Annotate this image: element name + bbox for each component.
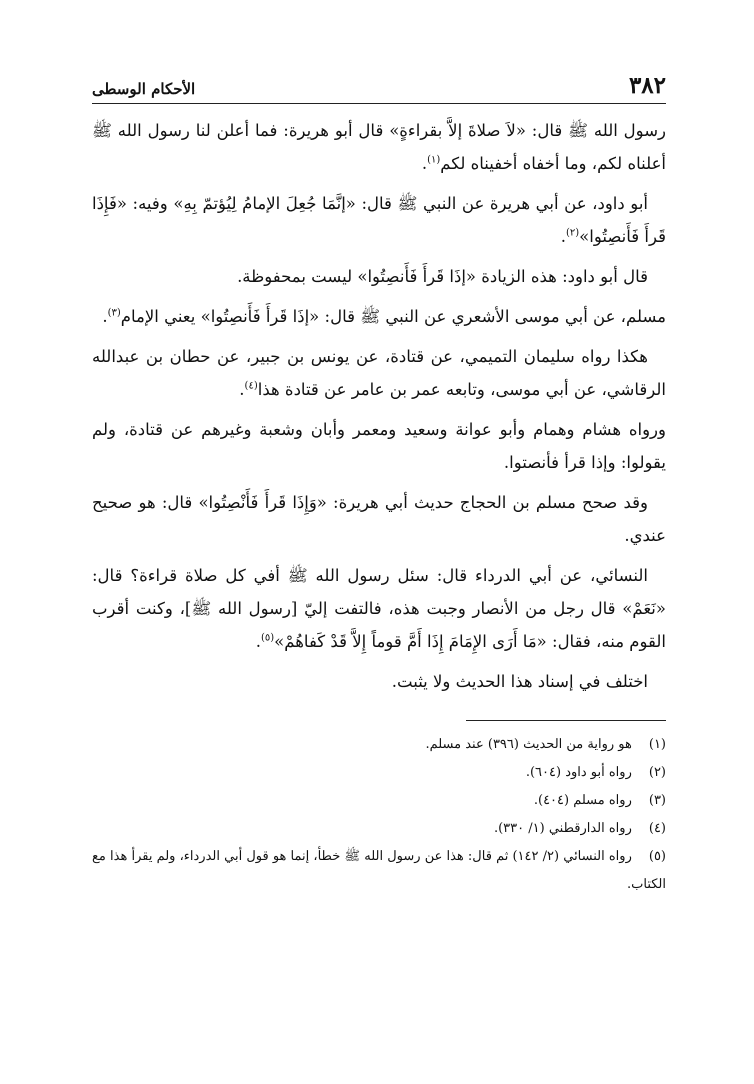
page-number: ٣٨٢ [628,72,666,99]
paragraph [92,559,666,658]
paragraph-end: . [255,632,261,651]
footnote-number: (٢) [648,765,666,780]
paragraph [92,486,666,552]
paragraph-end: . [560,227,566,246]
footnote-text: رواه النسائي (٢/ ١٤٢) ثم قال: هذا عن رسول الله ﷺ خطأ، إنما هو قول أبي الدرداء، ولم يقرأ هذا مع الكتاب. [92,849,666,892]
footnote-text: رواه الدارقطني (١/ ٣٣٠). [493,821,632,836]
book-page [92,74,666,899]
footnote-text: رواه مسلم (٤٠٤). [533,793,632,808]
paragraph-text: رسول الله ﷺ قال: «لاَ صلاةَ إلاَّ بقراءةٍ» قال أبو هريرة: فما أعلن لنا رسول الله ﷺ أعلناه لكم، وما أخفاه أخفيناه لكم [92,121,666,173]
paragraph-text: أبو داود، عن أبي هريرة عن النبي ﷺ قال: «إنَّمَا جُعِلَ الإمامُ لِيُؤتمّ بِهِ» وفيه: «فَإِذَا قَرأَ فَأَنصِتُوا» [92,194,666,246]
paragraph-text: النسائي، عن أبي الدرداء قال: سئل رسول الله ﷺ أفي كل صلاة قراءة؟ قال: «نَعَمْ» قال رجل من الأنصار وجبت هذه، فالتفت إليّ [رسول الله ﷺ]، وكنت أقرب القوم منه، فقال: «مَا أَرَى الإِمَامَ إِذَا أَمَّ قوماً إِلاَّ قَدْ كَفاهُمْ» [92,566,666,651]
footnote-number: (٥) [648,849,666,864]
footnote [92,759,666,787]
paragraph [92,187,666,253]
paragraph [92,260,666,293]
page-header [92,74,666,104]
paragraph-text: اختلف في إسناد هذا الحديث ولا يثبت. [391,672,648,691]
paragraph-text: ورواه هشام وهمام وأبو عوانة وسعيد ومعمر وأبان وشعبة وغيرهم عن قتادة، ولم يقولوا: وإذا قرأ فأنصتوا. [92,420,666,472]
footnote-ref: (٣) [107,307,121,319]
footnote [92,787,666,815]
footnote [92,731,666,759]
footnote-number: (٣) [648,793,666,808]
footnote-number: (١) [648,737,666,752]
footnote-ref: (٢) [565,227,580,239]
footnotes [92,731,666,899]
footnote-text: رواه أبو داود (٦٠٤). [525,765,632,780]
paragraph-text: قال أبو داود: هذه الزيادة «إذَا قَرأَ فَأَنصِتُوا» ليست بمحفوظة. [237,267,648,286]
paragraph-end: . [239,380,245,399]
footnote-ref: (٥) [260,632,275,644]
running-title: الأحكام الوسطى [92,80,196,98]
paragraph-text: هكذا رواه سليمان التميمي، عن قتادة، عن يونس بن جبير، عن حطان بن عبدالله الرقاشي، عن أبي موسى، وتابعه عمر بن عامر عن قتادة هذا [92,347,666,399]
footnote-ref: (٤) [244,380,258,392]
paragraph [92,340,666,406]
paragraph-text: مسلم، عن أبي موسى الأشعري عن النبي ﷺ قال: «إذَا قَرأَ فَأَنصِتُوا» يعني الإمام [120,307,666,326]
paragraph [92,114,666,180]
paragraph-text: وقد صحح مسلم بن الحجاج حديث أبي هريرة: «وَإِذَا قَرأَ فَأَنْصِتُوا» قال: هو صحيح عندي. [92,493,666,545]
footnote-text: هو رواية من الحديث (٣٩٦) عند مسلم. [425,737,632,752]
paragraph [92,665,666,698]
footnote [92,843,666,899]
main-text [92,114,666,698]
paragraph-end: . [102,307,108,326]
paragraph-end: . [421,154,428,173]
footnote-ref: (١) [427,154,441,166]
footnote-separator [466,720,666,721]
footnote-number: (٤) [648,821,666,836]
footnote [92,815,666,843]
paragraph [92,300,666,333]
paragraph [92,413,666,479]
